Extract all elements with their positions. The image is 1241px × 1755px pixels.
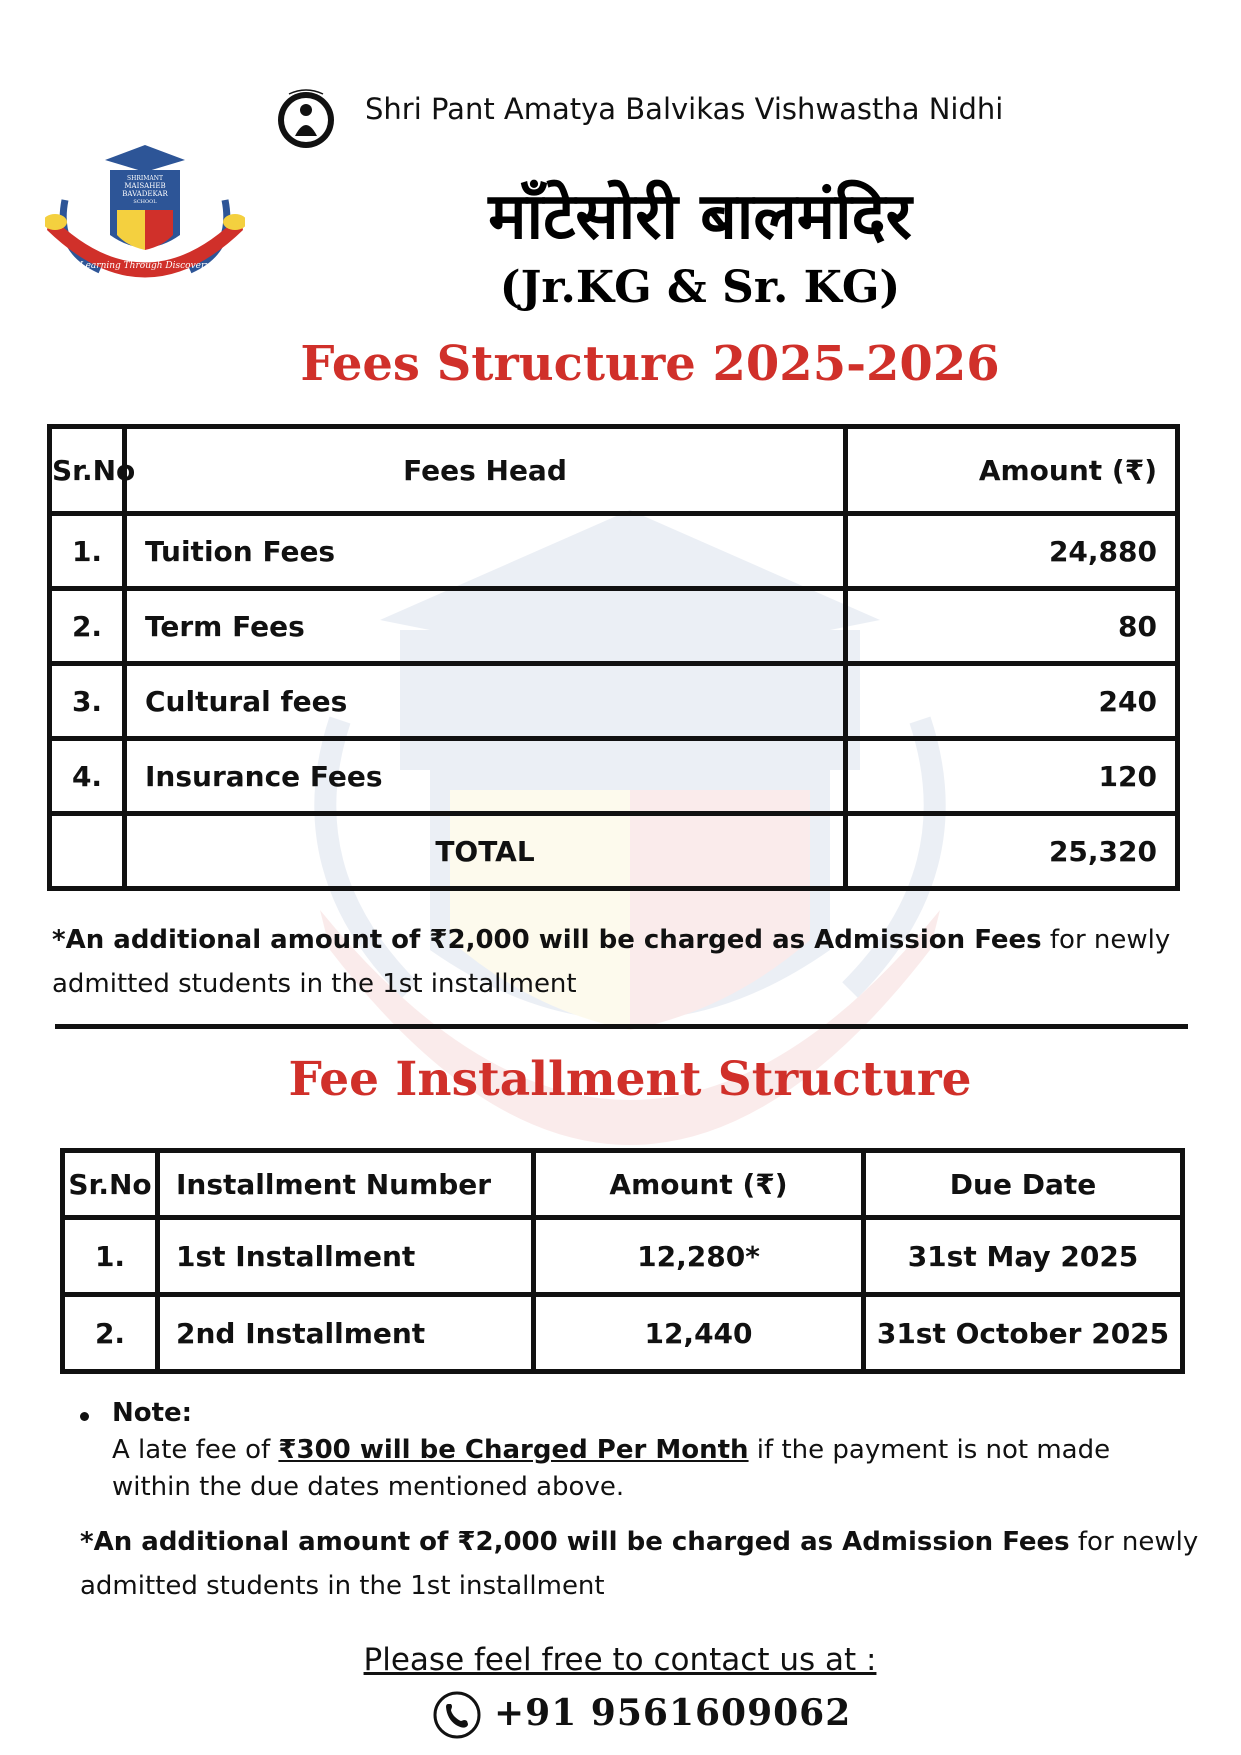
row-installment-name: 2nd Installment [158, 1295, 534, 1372]
row-due-date: 31st October 2025 [864, 1295, 1183, 1372]
bullet-icon [80, 1412, 89, 1421]
row-amount: 24,880 [846, 514, 1178, 589]
header-amount: Amount (₹) [846, 427, 1178, 514]
late-fee-note [112, 1432, 1172, 1506]
school-logo-icon [45, 140, 245, 290]
footnote-bold: *An additional amount of ₹2,000 will be charged as Admission Fees [80, 1527, 1070, 1557]
note-title: Note: [112, 1398, 193, 1428]
note-prefix: A late fee of [112, 1435, 279, 1465]
header-installment-number: Installment Number [158, 1151, 534, 1218]
header-fees-head: Fees Head [125, 427, 846, 514]
table-row [63, 1218, 1183, 1295]
row-sr: 2. [50, 589, 125, 664]
header-sr-no: Sr.No [63, 1151, 158, 1218]
row-installment-name: 1st Installment [158, 1218, 534, 1295]
total-amount: 25,320 [846, 814, 1178, 889]
row-amount: 12,440 [534, 1295, 864, 1372]
table-row [50, 664, 1178, 739]
table-header-row [50, 427, 1178, 514]
row-sr: 1. [63, 1218, 158, 1295]
header-amount: Amount (₹) [534, 1151, 864, 1218]
footnote-bold: *An additional amount of ₹2,000 will be charged as Admission Fees [52, 925, 1042, 955]
logo-motto: Learning Through Discovery [79, 261, 211, 271]
note-suffix: if the payment is not made within the due dates mentioned above. [112, 1435, 1111, 1502]
header-sr-no: Sr.No [50, 427, 125, 514]
fees-table [47, 424, 1180, 891]
logo-line2: MAISAHEB [124, 182, 166, 190]
row-sr: 4. [50, 739, 125, 814]
table-row [50, 514, 1178, 589]
row-due-date: 31st May 2025 [864, 1218, 1183, 1295]
trust-emblem-icon [275, 84, 337, 152]
table-row [63, 1295, 1183, 1372]
fees-structure-title: Fees Structure 2025-2026 [300, 336, 1000, 392]
page-title-marathi: मॉंटेसोरी बालमंदिर [488, 180, 912, 254]
footnote-rest: for newly admitted students in the 1st installment [80, 1527, 1199, 1601]
trust-name: Shri Pant Amatya Balvikas Vishwastha Nidhi [365, 92, 1004, 126]
row-amount: 12,280* [534, 1218, 864, 1295]
installment-table [60, 1148, 1185, 1374]
logo-line4: SCHOOL [133, 199, 157, 205]
row-fee-head: Insurance Fees [125, 739, 846, 814]
installment-title: Fee Installment Structure [288, 1052, 972, 1107]
header-due-date: Due Date [864, 1151, 1183, 1218]
grades-subtitle: (Jr.KG & Sr. KG) [499, 262, 901, 313]
logo-line1: SHRIMANT [127, 175, 163, 182]
contact-label: Please feel free to contact us at : [363, 1642, 877, 1678]
row-fee-head: Term Fees [125, 589, 846, 664]
footnote-rest: for newly admitted students in the 1st installment [52, 925, 1171, 999]
row-fee-head: Cultural fees [125, 664, 846, 739]
phone-icon [432, 1690, 482, 1740]
total-row [50, 814, 1178, 889]
row-fee-head: Tuition Fees [125, 514, 846, 589]
section-divider [55, 1024, 1188, 1029]
row-sr: 2. [63, 1295, 158, 1372]
total-label: TOTAL [125, 814, 846, 889]
row-sr: 3. [50, 664, 125, 739]
logo-line3: BAVADEKAR [122, 190, 168, 198]
row-amount: 240 [846, 664, 1178, 739]
table-row [50, 589, 1178, 664]
total-sr-empty [50, 814, 125, 889]
row-sr: 1. [50, 514, 125, 589]
admission-fee-footnote-repeat [80, 1520, 1200, 1608]
table-header-row [63, 1151, 1183, 1218]
note-highlight: ₹300 will be Charged Per Month [278, 1435, 749, 1465]
phone-number[interactable]: +91 9561609062 [494, 1692, 852, 1734]
row-amount: 120 [846, 739, 1178, 814]
row-amount: 80 [846, 589, 1178, 664]
admission-fee-footnote [52, 918, 1172, 1006]
table-row [50, 739, 1178, 814]
